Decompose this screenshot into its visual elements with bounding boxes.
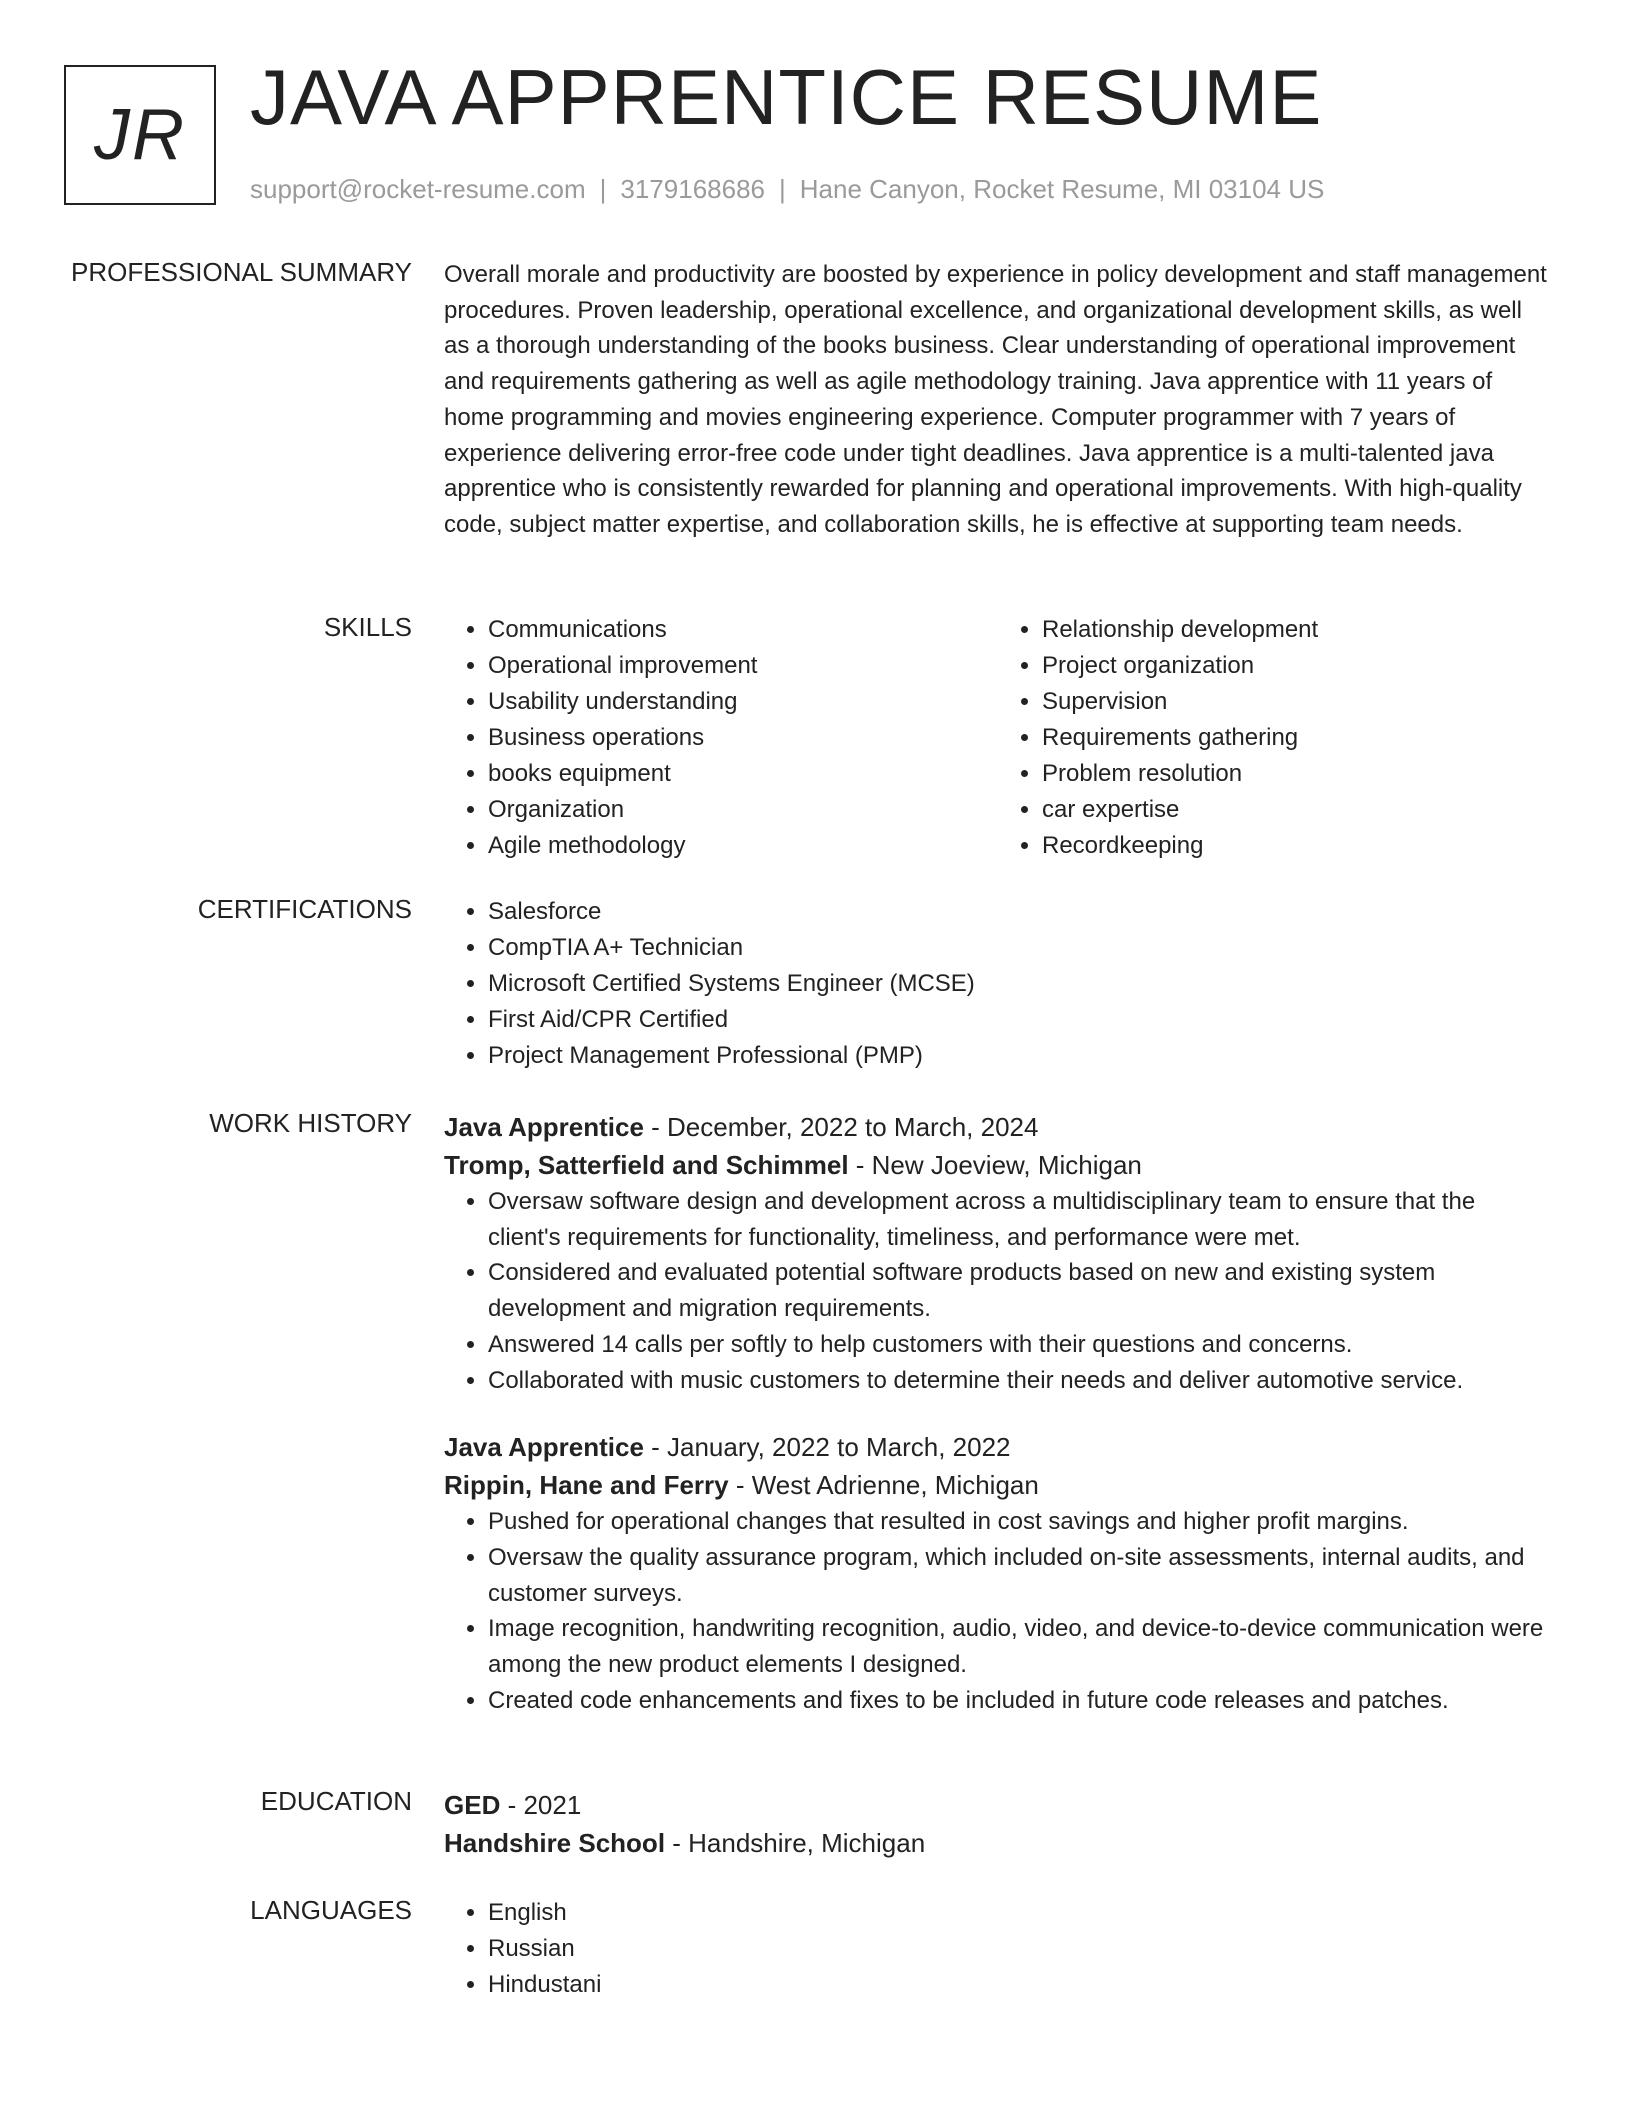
summary-text: Overall morale and productivity are boosted by experience in policy development and staff management procedures. Proven leadership, operational excellence, and organizational development skills, as well as a thorough understanding of the books business. Clear understanding of operational improvement and requirements gathering as well as agile methodology training. Java apprentice with 11 years of home programming and movies engineering experience. Computer programmer with 7 years of experience delivering error-free code under tight deadlines. Java apprentice is a multi-talented java apprentice who is consistently rewarded for planning and operational improvements. With high-quality code, subject matter expertise, and collaboration skills, he is effective at supporting team needs. xyxy=(444,261,1547,538)
skill-item: • Supervision xyxy=(1042,684,1552,720)
education-degree: GED xyxy=(444,1790,501,1820)
job-company-line xyxy=(444,1466,1552,1504)
contact-phone: 3179168686 xyxy=(620,174,765,204)
skill-item: • books equipment xyxy=(488,756,998,792)
job-bullets xyxy=(444,1184,1552,1398)
certification-item: • Project Management Professional (PMP) xyxy=(488,1038,1552,1074)
education-year: - 2021 xyxy=(500,1790,582,1820)
education-label: EDUCATION xyxy=(260,1786,412,1816)
job-title-line xyxy=(444,1428,1552,1466)
skills-list-right xyxy=(998,612,1552,864)
skills-label: SKILLS xyxy=(323,612,412,642)
certification-item: • CompTIA A+ Technician xyxy=(488,930,1552,966)
certifications-label: CERTIFICATIONS xyxy=(197,894,412,924)
languages-label: LANGUAGES xyxy=(250,1895,412,1925)
job-company: Tromp, Satterfield and Schimmel xyxy=(444,1150,849,1180)
job-title: Java Apprentice xyxy=(444,1112,644,1142)
skill-item: • Project organization xyxy=(1042,648,1552,684)
education-degree-line xyxy=(444,1786,1552,1824)
skill-item: • Usability understanding xyxy=(488,684,998,720)
skill-item: • Relationship development xyxy=(1042,612,1552,648)
certification-item: • Salesforce xyxy=(488,894,1552,930)
job-bullet: • Created code enhancements and fixes to be included in future code releases and patches. xyxy=(488,1683,1552,1719)
job-location: - West Adrienne, Michigan xyxy=(728,1470,1039,1501)
contact-separator: | xyxy=(599,174,607,204)
job-bullet: • Oversaw software design and development across a multidisciplinary team to ensure that the client's requirements for functionality, timeliness, and performance were met. xyxy=(488,1184,1552,1255)
languages-list xyxy=(444,1895,1552,2003)
page-title: JAVA APPRENTICE RESUME xyxy=(250,53,1323,141)
job-bullet: • Pushed for operational changes that resulted in cost savings and higher profit margins. xyxy=(488,1504,1552,1540)
skill-item: • Business operations xyxy=(488,720,998,756)
job-entry xyxy=(444,1428,1552,1718)
language-item: • English xyxy=(488,1895,1552,1931)
initials-monogram xyxy=(64,65,216,205)
contact-separator: | xyxy=(779,174,786,204)
skill-item: • Organization xyxy=(488,792,998,828)
education-school: Handshire School xyxy=(444,1828,666,1858)
job-bullet: • Collaborated with music customers to determine their needs and deliver automotive service. xyxy=(488,1363,1552,1399)
job-title-line xyxy=(444,1108,1552,1146)
initials-text: JR xyxy=(94,95,186,175)
skills-list-left xyxy=(444,612,998,864)
job-dates: - December, 2022 to March, 2024 xyxy=(643,1112,1039,1142)
job-title: Java Apprentice xyxy=(444,1432,644,1463)
contact-email: support@rocket-resume.com xyxy=(250,174,586,204)
job-bullet: • Answered 14 calls per softly to help customers with their questions and concerns. xyxy=(488,1327,1552,1363)
work-history-label: WORK HISTORY xyxy=(209,1108,412,1138)
skill-item: • Problem resolution xyxy=(1042,756,1552,792)
job-entry xyxy=(444,1108,1552,1398)
summary-label: PROFESSIONAL SUMMARY xyxy=(71,257,412,287)
certification-item: • Microsoft Certified Systems Engineer (MCSE) xyxy=(488,966,1552,1002)
certifications-list xyxy=(444,894,1552,1074)
job-bullet: • Considered and evaluated potential software products based on new and existing system development and migration requirements. xyxy=(488,1255,1552,1326)
job-bullet: • Oversaw the quality assurance program, which included on-site assessments, internal audits, and customer surveys. xyxy=(488,1540,1552,1611)
job-bullets xyxy=(444,1504,1552,1718)
skill-item: • Communications xyxy=(488,612,998,648)
job-dates: - January, 2022 to March, 2022 xyxy=(643,1432,1011,1463)
contact-address: Hane Canyon, Rocket Resume, MI 03104 US xyxy=(799,174,1325,204)
contact-line xyxy=(250,174,1324,205)
language-item: • Russian xyxy=(488,1931,1552,1967)
job-company-line xyxy=(444,1146,1552,1184)
skill-item: • Operational improvement xyxy=(488,648,998,684)
job-bullet: • Image recognition, handwriting recognition, audio, video, and device-to-device communication were among the new product elements I designed. xyxy=(488,1611,1552,1682)
skill-item: • Agile methodology xyxy=(488,828,998,864)
education-location: - Handshire, Michigan xyxy=(665,1828,926,1858)
certification-item: • First Aid/CPR Certified xyxy=(488,1002,1552,1038)
skill-item: • Requirements gathering xyxy=(1042,720,1552,756)
skill-item: • car expertise xyxy=(1042,792,1552,828)
skill-item: • Recordkeeping xyxy=(1042,828,1552,864)
education-school-line xyxy=(444,1824,1552,1862)
job-company: Rippin, Hane and Ferry xyxy=(444,1470,729,1501)
language-item: • Hindustani xyxy=(488,1967,1552,2003)
job-location: - New Joeview, Michigan xyxy=(848,1150,1142,1180)
